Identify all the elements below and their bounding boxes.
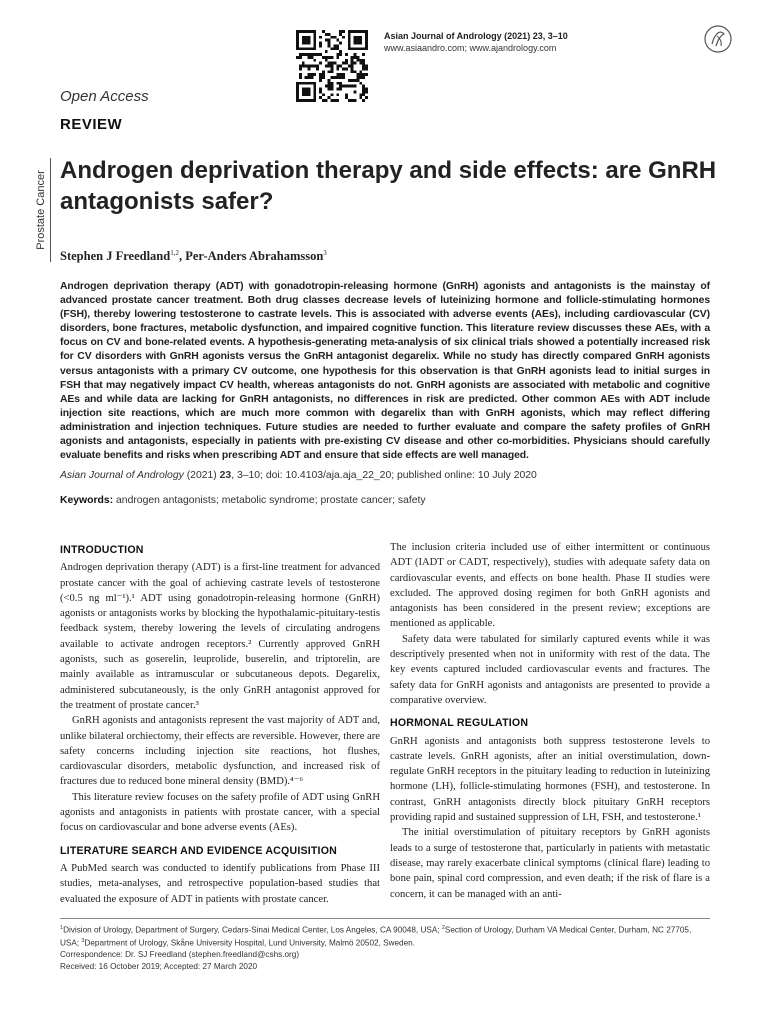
affiliation: Department of Urology, Skåne University Hospital, Lund University, Malmö 20502, Sweden. [84,938,415,948]
affiliations [60,923,710,949]
paragraph: Androgen deprivation therapy (ADT) is a first-line treatment for advanced prostate cancer with the goal of achieving castrate levels of testosterone (<0.5 ng ml⁻¹).¹ ADT using gonadotropin-releasing hormone (GnRH) agonists or antagonists works by blocking the hypothalamic-pituitary-testis feedback system, thereby lowering the levels of circulating androgens available to activate androgen receptors.² Currently approved GnRH agonists, such as goserelin, leuprolide, buserelin, and triptorelin, are mainly available as intramuscular or subcutaneous depots. Degarelix, administered subcutaneously, is the only GnRH antagonist approved for the treatment of prostate cancer.³ [60,562,380,711]
journal-citation-line: Asian Journal of Andrology (2021) 23, 3–10 [384,31,568,41]
paragraph: Safety data were tabulated for similarly captured events while it was descriptively presented when not in uniformity with rest of the data. The key events captured included cardiovascular events and fractures. The safety data for GnRH agonists and antagonists are presented to provide a comparative overview. [390,633,710,706]
body-column-right [390,540,710,902]
received-accepted-line: Received: 16 October 2019; Accepted: 27 March 2020 [60,961,258,971]
journal-logo-icon [703,24,733,54]
author-separator: , [178,249,186,264]
affiliation-marker: 3 [81,938,85,945]
body-column-left [60,540,380,907]
article-title: Androgen deprivation therapy and side effects: are GnRH antagonists safer? [60,157,717,215]
keywords-label: Keywords: [60,495,114,506]
qr-code [296,30,368,102]
section-heading-introduction: INTRODUCTION [60,544,144,556]
section-heading-literature-search: LITERATURE SEARCH AND EVIDENCE ACQUISITION [60,844,337,857]
paragraph: The initial overstimulation of pituitary receptors by GnRH agonists leads to a surge of testosterone that, particularly in patients with metastatic disease, may rarely exacerbate clinical symptoms (clinical flare) leading to bone pain, spinal cord compression, and even death; if the risk of flare is a concern, it can be managed with an anti- [390,827,710,900]
affiliation: Division of Urology, Department of Surgery, Cedars-Sinai Medical Center, Los Angeles, CA 90048, USA; [63,925,442,935]
section-heading-hormonal-regulation: HORMONAL REGULATION [390,717,529,730]
paragraph: GnRH agonists and antagonists represent the vast majority of ADT and, unlike bilateral orchiectomy, their effects are reversible. However, there are safety concerns including injection site reactions, hot flushes, cardiovascular disorders, metabolic dysfunction, and increased risk of fractures due to reduced bone mineral density (BMD).⁴⁻⁶ [60,715,380,788]
article-type-label: REVIEW [60,116,123,133]
section-side-tab [32,158,51,262]
keywords-text: androgen antagonists; metabolic syndrome; prostate cancer; safety [113,495,426,506]
author-list [60,249,327,264]
affiliation: Section of Urology, Durham VA Medical Center, Durham, NC 27705, USA; [60,925,692,948]
author-name: Per-Anders Abrahamsson [185,249,324,264]
paragraph: The inclusion criteria included use of either intermittent or continuous ADT (IADT or CADT, respectively), studies with adequate safety data on cardiovascular events, and effects on bone health. Phase II studies were excluded. The approved dosing regimen for both GnRH agonists and antagonists has been considered in the present review; exceptions are mentioned as applicable. [390,542,710,630]
citation-year: (2021) [183,470,220,481]
keywords-line [60,495,426,506]
correspondence-line[interactable]: Correspondence: Dr. SJ Freedland (stephen.freedland@cshs.org) [60,950,300,960]
abstract-text: Androgen deprivation therapy (ADT) with gonadotropin-releasing hormone (GnRH) agonists and antagonists is the mainstay of advanced prostate cancer treatment. Both drug classes decrease levels of luteinizing hormone and follicle-stimulating hormones (FSH), thereby lowering testosterone to castrate levels. This is associated with adverse events (AEs), including cardiovascular (CV) disorders, bone fractures, metabolic dysfunction, and impaired cognitive function. This literature review discusses these AEs, with a focus on CV and bone-related events. A hypothesis-generating meta-analysis of six clinical trials showed a potentially increased risk for CV disorders with GnRH agonists versus the GnRH antagonist degarelix. While no study has directly compared GnRH agonists versus antagonists with a primary CV outcome, one hypothesis for this observation is that GnRH agonists lead to initial surges in FSH that may negatively impact CV health, whereas antagonists do not. GnRH agonists are associated with metabolic and cognitive AEs and while data are lacking for GnRH antagonists, no differences in risk are predicted. Other common AEs with ADT include injection site reactions, which are much more common with degarelix than with GnRH agonists, which may reflect differing administration and injection techniques. Future studies are needed to further evaluate and compare the safety profiles of GnRH agonists and antagonists, especially in patients with pre-existing CV disease and other co-morbidities. Physicians should carefully evaluate benefits and risks when prescribing ADT and ensure that side effects are well managed. [60,281,710,462]
affiliation-marker: 2 [441,925,445,931]
paragraph: This literature review focuses on the safety profile of ADT using GnRH agonists and antagonists in patients with prostate cancer, with a special focus on cardiovascular and bone adverse events (AEs). [60,791,380,834]
author-affiliation-marker: 3 [323,249,327,257]
open-access-label: Open Access [60,88,149,105]
footnote-divider [60,918,710,919]
paragraph: A PubMed search was conducted to identify publications from Phase III studies, meta-analyses, and retrospective population-based studies that evaluated the exposure of ADT in patients with prostate cancer. [60,862,380,905]
author-name: Stephen J Freedland [60,249,171,264]
citation-journal: Asian Journal of Andrology [60,470,184,481]
paragraph: GnRH agonists and antagonists both suppress testosterone levels to castrate levels. GnRH agonists, after an initial overstimulation, down-regulate GnRH receptors in the pituitary leading to reduction in luteinizing hormone (LH), follicle-stimulating hormones (FSH), and testosterone. In contrast, GnRH antagonists directly block pituitary GnRH receptors providing rapid and sustained suppression of LH, FSH, and testosterone.¹ [390,735,710,824]
journal-header [384,30,568,54]
journal-urls[interactable]: www.asiaandro.com; www.ajandrology.com [384,43,557,53]
author-affiliation-marker: 1,2 [170,249,179,257]
citation-details: , 3–10; doi: 10.4103/aja.aja_22_20; published online: 10 July 2020 [231,470,537,481]
citation-volume: 23 [219,470,232,481]
side-tab-label: Prostate Cancer [35,170,47,250]
affiliation-marker: 1 [60,925,64,931]
footnotes [60,923,710,972]
citation-line [60,470,537,481]
